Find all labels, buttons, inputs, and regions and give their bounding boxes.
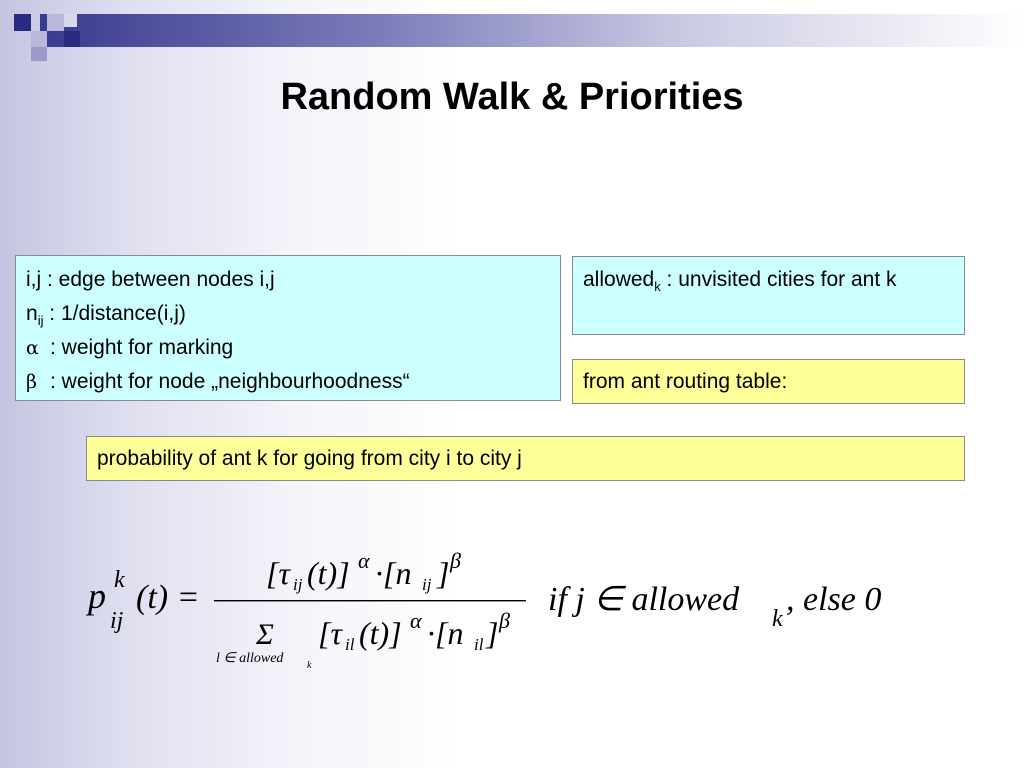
numerator-t: (t)] [307,555,350,591]
lhs-subscript: ij [110,608,124,634]
formula-svg [0,540,1024,690]
alpha-definition-text: : weight for marking [50,336,234,359]
denominator-n-subscript: il [474,635,484,654]
denominator-n: ·[n [427,615,464,651]
decor-square-3 [64,14,77,27]
else-text: , else 0 [786,581,882,618]
lhs-superscript: k [114,567,125,593]
numerator-n: ·[n [375,555,412,591]
decor-square-4 [31,31,47,47]
definition-beta [26,365,550,399]
n-subscript: ij [37,313,44,328]
decor-square-5 [64,31,80,47]
numerator-n-subscript: ij [422,575,432,594]
fraction-bar [214,600,526,601]
allowed-subscript: k [654,279,661,294]
numerator-tau: [τ [266,555,290,591]
decor-square-1 [14,14,31,31]
lhs-p: p [88,576,106,616]
numerator-alpha: α [358,548,370,573]
decor-square-2 [47,14,64,31]
denominator-close: ] [486,615,499,651]
probability-formula [0,540,1024,690]
sum-index: l ∈ allowed [216,651,284,666]
numerator-tau-subscript: ij [293,575,303,594]
sum-sigma: Σ [256,618,274,651]
denominator-t: (t)] [359,615,402,651]
slide-title: Random Walk & Priorities [280,76,744,118]
definition-alpha [26,331,550,365]
numerator-beta: β [450,548,461,573]
sum-index-subscript: k [307,660,312,671]
condition-text: if j ∈ allowed [548,581,740,618]
routing-table-note: from ant routing table: [572,359,965,404]
n-symbol: n [26,302,38,325]
n-definition-text: : 1/distance(i,j) [43,302,186,325]
numerator-close: ] [437,555,450,591]
definition-nij [26,297,550,331]
beta-definition-text: : weight for node „neighbourhoodness“ [50,370,410,393]
alpha-symbol: α [26,337,39,359]
allowed-symbol: allowed [583,268,655,291]
probability-note: probability of ant k for going from city i to city j [86,436,965,481]
definition-ij: i,j : edge between nodes i,j [26,268,275,291]
allowed-text: : unvisited cities for ant k [660,268,897,291]
decor-square-6 [31,47,47,61]
allowed-note-box [572,256,965,335]
denominator-alpha: α [410,608,422,633]
condition-subscript: k [772,606,783,632]
definitions-box [15,255,561,401]
header-gradient-bar [40,14,1024,47]
denominator-tau: [τ [318,615,342,651]
denominator-tau-subscript: il [345,635,355,654]
lhs-arguments: (t) = [136,579,200,616]
denominator-beta: β [499,608,510,633]
beta-symbol: β [26,371,37,393]
